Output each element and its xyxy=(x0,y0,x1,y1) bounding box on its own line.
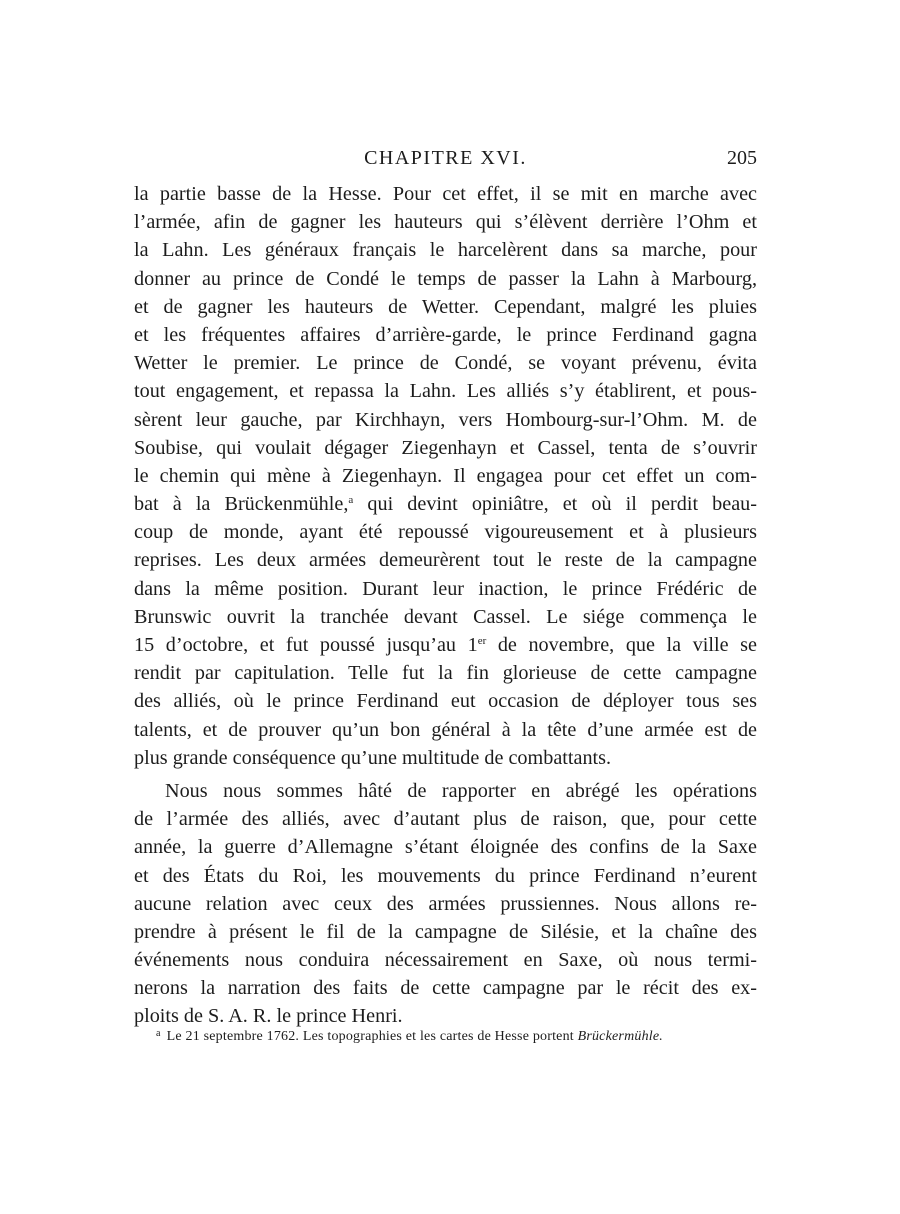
text-line: aucune relation avec ceux des armées prussiennes. Nous allons re- xyxy=(134,892,757,915)
text-line: coup de monde, ayant été repoussé vigoureusement et à plusieurs xyxy=(134,521,757,544)
text-line: tout engagement, et repassa la Lahn. Les alliés s’y établirent, et pous- xyxy=(134,380,757,403)
text-line: et des États du Roi, les mouvements du prince Ferdinand n’eurent xyxy=(134,864,757,887)
text-segment: 15 d’octobre, et fut poussé jusqu’au 1 xyxy=(134,634,478,656)
footnote-text: Le 21 septembre 1762. Les topographies et les cartes de Hesse portent xyxy=(166,1029,578,1044)
footnote-italic: Brückermühle. xyxy=(577,1029,663,1044)
text-line: talents, et de prouver qu’un bon général à la tête d’une armée est de xyxy=(134,718,757,741)
text-line: Soubise, qui voulait dégager Ziegenhayn et Cassel, tenta de s’ouvrir xyxy=(134,436,757,459)
text-line: plus grande conséquence qu’une multitude de combattants. xyxy=(134,746,612,769)
text-line: événements nous conduira nécessairement en Saxe, où nous termi- xyxy=(134,949,757,972)
text-line xyxy=(134,490,757,518)
text-line: la Lahn. Les généraux français le harcelèrent dans sa marche, pour xyxy=(134,239,757,262)
text-line: ploits de S. A. R. le prince Henri. xyxy=(134,1005,403,1028)
text-line: prendre à présent le fil de la campagne de Silésie, et la chaîne des xyxy=(134,920,757,943)
chapter-title: CHAPITRE XVI. xyxy=(364,147,527,169)
text-segment: bat à la Brückenmühle, xyxy=(134,493,349,516)
ordinal-superscript: er xyxy=(477,635,487,647)
text-line: et les fréquentes affaires d’arrière-garde, le prince Ferdinand gagna xyxy=(134,323,757,346)
footnote-mark: a xyxy=(156,1028,161,1039)
footnote-reference[interactable]: a xyxy=(348,494,354,507)
text-line: de l’armée des alliés, avec d’autant plus de raison, que, pour cette xyxy=(134,808,757,831)
text-line: Nous nous sommes hâté de rapporter en abrégé les opérations xyxy=(165,779,757,802)
text-segment: de novembre, que la ville se xyxy=(486,634,757,656)
running-head xyxy=(134,144,757,172)
text-line: l’armée, afin de gagner les hauteurs qui s’élèvent derrière l’Ohm et xyxy=(134,211,757,234)
text-segment: qui devint opiniâtre, et où il perdit beau- xyxy=(353,493,757,516)
text-line: des alliés, où le prince Ferdinand eut occasion de déployer tous ses xyxy=(134,690,757,713)
text-line: Wetter le premier. Le prince de Condé, se voyant prévenu, évita xyxy=(134,352,757,375)
text-line: et de gagner les hauteurs de Wetter. Cependant, malgré les pluies xyxy=(134,295,757,318)
body-text xyxy=(134,180,757,1031)
text-line: année, la guerre d’Allemagne s’étant éloignée des confins de la Saxe xyxy=(134,836,757,859)
text-line: donner au prince de Condé le temps de passer la Lahn à Marbourg, xyxy=(134,267,757,290)
page-number: 205 xyxy=(727,147,757,169)
text-line xyxy=(134,631,757,659)
text-line: nerons la narration des faits de cette campagne par le récit des ex- xyxy=(134,977,757,1000)
text-line: sèrent leur gauche, par Kirchhayn, vers Hombourg-sur-l’Ohm. M. de xyxy=(134,408,757,431)
text-line: reprises. Les deux armées demeurèrent tout le reste de la campagne xyxy=(134,549,757,572)
text-line: Brunswic ouvrit la tranchée devant Cassel. Le siége commença le xyxy=(134,605,757,628)
text-line: la partie basse de la Hesse. Pour cet effet, il se mit en marche avec xyxy=(134,183,757,205)
text-line: dans la même position. Durant leur inaction, le prince Frédéric de xyxy=(134,577,757,600)
text-line: rendit par capitulation. Telle fut la fin glorieuse de cette campagne xyxy=(134,662,757,685)
text-line: le chemin qui mène à Ziegenhayn. Il engagea pour cet effet un com- xyxy=(134,464,757,487)
footnote xyxy=(156,1028,663,1046)
